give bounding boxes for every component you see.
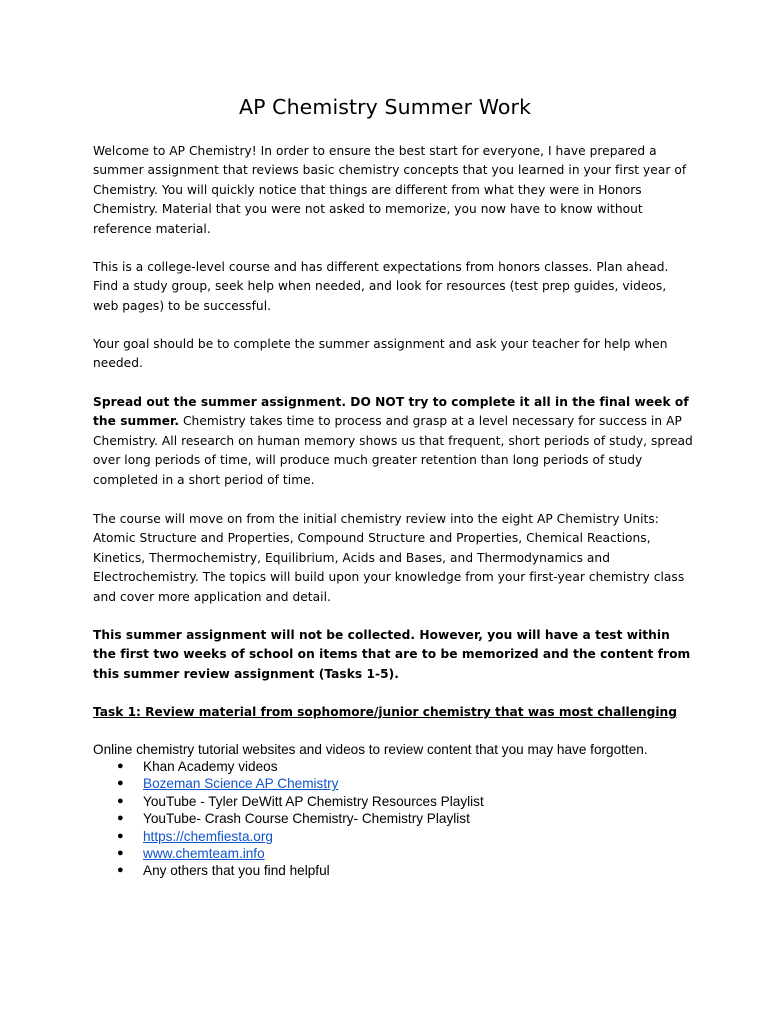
list-item bbox=[115, 845, 484, 862]
list-item bbox=[115, 775, 484, 792]
chemfiesta-link[interactable]: https://chemfiesta.org bbox=[143, 828, 273, 844]
list-item bbox=[115, 793, 484, 810]
resource-khan-academy: Khan Academy videos bbox=[143, 759, 278, 774]
page-title: AP Chemistry Summer Work bbox=[238, 95, 532, 119]
bullet-icon: ● bbox=[117, 829, 124, 842]
chemteam-link[interactable]: www.chemteam.info bbox=[143, 846, 265, 862]
list-item bbox=[115, 862, 484, 879]
resource-crash-course: YouTube- Crash Course Chemistry- Chemistry Playlist bbox=[143, 811, 470, 827]
spread-out-paragraph bbox=[93, 393, 693, 490]
bozeman-science-link[interactable]: Bozeman Science AP Chemistry bbox=[143, 776, 339, 792]
not-collected-paragraph: This summer assignment will not be collected. However, you will have a test within the first two weeks of school on items that are to be memorized and the content from this summer review assignment (Tasks 1-5). bbox=[93, 628, 691, 681]
welcome-paragraph: Welcome to AP Chemistry! In order to ensure the best start for everyone, I have prepared a summer assignment that reviews basic chemistry concepts that you learned in your first year of Chemistry. You will quickly notice that things are different from what they were in Honors Chemistry. Material that you were not asked to memorize, you now have to know without reference material. bbox=[93, 144, 687, 236]
bullet-icon: ● bbox=[117, 777, 124, 790]
college-level-paragraph: This is a college-level course and has different expectations from honors classes. Plan ahead. Find a study group, seek help when needed, and look for resources (test prep guides, videos, web pages) to be successful. bbox=[93, 260, 669, 313]
task-1-heading: Task 1: Review material from sophomore/junior chemistry that was most challenging bbox=[93, 705, 677, 719]
list-item bbox=[115, 758, 484, 775]
spread-out-emphasis: Spread out the summer assignment. DO NOT try to complete it all in the final week of the summer. bbox=[93, 395, 689, 429]
list-item bbox=[115, 810, 484, 827]
spread-out-text: Chemistry takes time to process and grasp at a level necessary for success in AP Chemistry. All research on human memory shows us that frequent, short periods of study, spread over long periods of time, will produce much greater retention than long periods of study completed in a short period of time. bbox=[93, 414, 693, 487]
resource-others: Any others that you find helpful bbox=[143, 863, 330, 879]
bullet-icon: ● bbox=[117, 794, 124, 807]
bullet-icon: ● bbox=[117, 847, 124, 860]
bullet-icon: ● bbox=[117, 760, 124, 772]
resource-tyler-dewitt: YouTube - Tyler DeWitt AP Chemistry Resources Playlist bbox=[143, 793, 484, 809]
resources-intro: Online chemistry tutorial websites and videos to review content that you may have forgotten. bbox=[93, 742, 648, 757]
bullet-icon: ● bbox=[117, 812, 124, 825]
course-units-paragraph: The course will move on from the initial chemistry review into the eight AP Chemistry Units: Atomic Structure and Properties, Compound Structure and Properties, Chemical Reactions, Kinetics, Thermochemistry, Equilibrium, Acids and Bases, and Thermodynamics and Electrochemistry. The topics will build upon your knowledge from your first-year chemistry class and cover more application and detail. bbox=[93, 512, 685, 604]
goal-paragraph: Your goal should be to complete the summer assignment and ask your teacher for help when needed. bbox=[93, 337, 668, 371]
bullet-icon: ● bbox=[117, 864, 124, 877]
list-item bbox=[115, 828, 484, 845]
resource-list bbox=[115, 758, 484, 880]
